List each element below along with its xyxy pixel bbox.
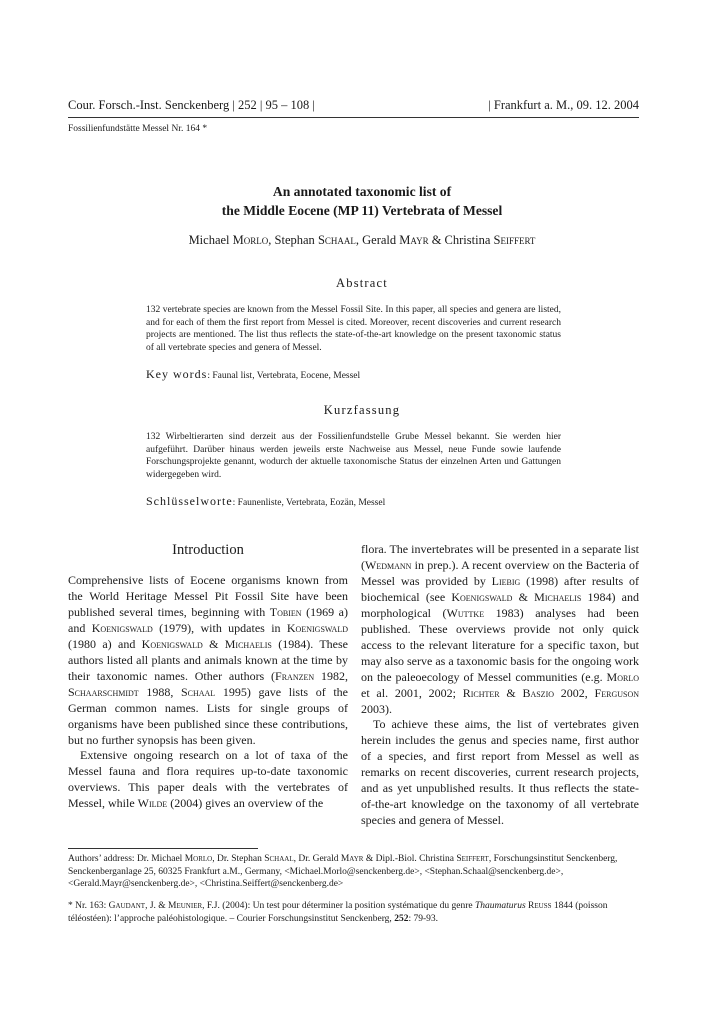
paper-title xyxy=(0,182,724,220)
footnote-rule xyxy=(68,848,258,849)
intro-paragraph-1: Comprehensive lists of Eocene organisms known from the World Heritage Messel Pit Fossil Site have been published several times, beginning with Tobien (1969 a) and Koenigswald (1979), with updates in Koenigswald (1980 a) and Koenigswald & Michaelis (1984). These authors listed all plants and animals known at the time by their taxonomic names. Other authors (Franzen 1982, Schaarschmidt 1988, Schaal 1995) gave lists of the German common names. Lists for single groups of organisms have been published since these contributions, but no further synopsis has been given. xyxy=(68,573,349,747)
body-column-right xyxy=(361,542,639,829)
author-3-first: , Gerald xyxy=(355,233,400,247)
intro-paragraph-3: flora. The invertebrates will be presented in a separate list (Wedmann in prep.). A recent overview on the Bacteria of Messel was provided by Liebig (1998) after results of biochemical (see Koenigswald & Michaelis 1984) and morphological (Wuttke 1983) analyses had been published. These overviews provide not only quick access to the relevant literature for a specific taxon, but may also serve as a taxonomic basis for the ongoing work on the paleoecology of Messel communities (e.g. Morlo et al. 2001, 2002; Richter & Baszio 2002, Ferguson 2003). xyxy=(361,542,640,716)
place-date: | Frankfurt a. M., 09. 12. 2004 xyxy=(488,98,639,112)
title-line-2: the Middle Eocene (MP 11) Vertebrata of Messel xyxy=(221,203,503,218)
body-column-left xyxy=(68,573,348,812)
schluesselworte-list: : Faunenliste, Vertebrata, Eozän, Messel xyxy=(232,498,386,508)
author-1-first: Michael xyxy=(188,233,233,247)
kurzfassung-heading: Kurzfassung xyxy=(323,403,401,417)
author-4-first: & Christina xyxy=(428,233,494,247)
journal-citation: Cour. Forsch.-Inst. Senckenberg | 252 | 95 – 108 | xyxy=(68,98,315,112)
author-4-last: Seiffert xyxy=(493,233,536,247)
keywords-list: : Faunal list, Vertebrata, Eocene, Messel xyxy=(207,371,361,381)
schluesselworte-label: Schlüsselworte xyxy=(146,494,233,508)
keywords xyxy=(146,367,616,382)
introduction-heading: Introduction xyxy=(172,542,244,558)
keywords-label: Key words xyxy=(146,367,208,381)
series-note: Fossilienfundstätte Messel Nr. 164 * xyxy=(68,124,208,134)
intro-paragraph-4: To achieve these aims, the list of vertebrates given herein includes the genus and species name, first author of a species, and first report from Messel as well as remarks on recent discoveries, current research projects, and as yet unpublished results. It thus reflects the state-of-the-art knowledge on the taxonomy of all vertebrate species and genera of Messel. xyxy=(361,717,639,828)
running-head xyxy=(68,98,639,113)
series-footnote: * Nr. 163: Gaudant, J. & Meunier, F.J. (2004): Un test pour déterminer la position systématique du genre Thaumaturus Reuss 1844 (poisson téléostéen): l’approche paléohistologique. – Courier Forschungsinstitut Senckenberg, 252: 79-93. xyxy=(68,901,608,924)
title-line-1: An annotated taxonomic list of xyxy=(272,184,452,199)
author-list xyxy=(0,233,724,248)
abstract-text: 132 vertebrate species are known from the Messel Fossil Site. In this paper, all species and genera are listed, and for each of them the first report from Messel is cited. Moreover, recent discoveries and current research projects are mentioned. The list thus reflects the state-of-the-art knowledge on the present taxonomic status of all vertebrate species and genera of Messel. xyxy=(146,305,561,353)
kurzfassung-text: 132 Wirbeltierarten sind derzeit aus der Fossilienfundstelle Grube Messel bekannt. Sie werden hier aufgeführt. Darüber hinaus werden jeweils erste Nachweise aus Messel, neue Funde sowie laufende Forschungsprojekte genannt, wodurch der aktuelle taxonomische Status der einzelnen Arten und Gattungen widergegeben wird. xyxy=(146,432,561,480)
abstract-heading: Abstract xyxy=(336,276,388,290)
intro-paragraph-2: Extensive ongoing research on a lot of taxa of the Messel fauna and flora requires up-to-date taxonomic overviews. This paper deals with the vertebrates of Messel, while Wilde (2004) gives an overview of the xyxy=(68,748,348,811)
author-2-first: , Stephan xyxy=(268,233,318,247)
author-2-last: Schaal xyxy=(317,233,356,247)
schluesselworte xyxy=(146,494,616,509)
authors-address-footnote: Authors’ address: Dr. Michael Morlo, Dr. Stephan Schaal, Dr. Gerald Mayr & Dipl.-Biol. Christina Seiffert, Forschungsinstitut Senckenberg, Senckenberganlage 25, 60325 Frankfurt a.M., Germany, <Michael.Morlo@senckenberg.de>, <Stephan.Schaal@senckenberg.de>, <Gerald.Mayr@senckenberg.de>, <Christina.Seiffert@senckenberg.de> xyxy=(68,854,618,889)
author-3-last: Mayr xyxy=(399,233,429,247)
header-rule xyxy=(68,117,639,118)
author-1-last: Morlo xyxy=(232,233,269,247)
